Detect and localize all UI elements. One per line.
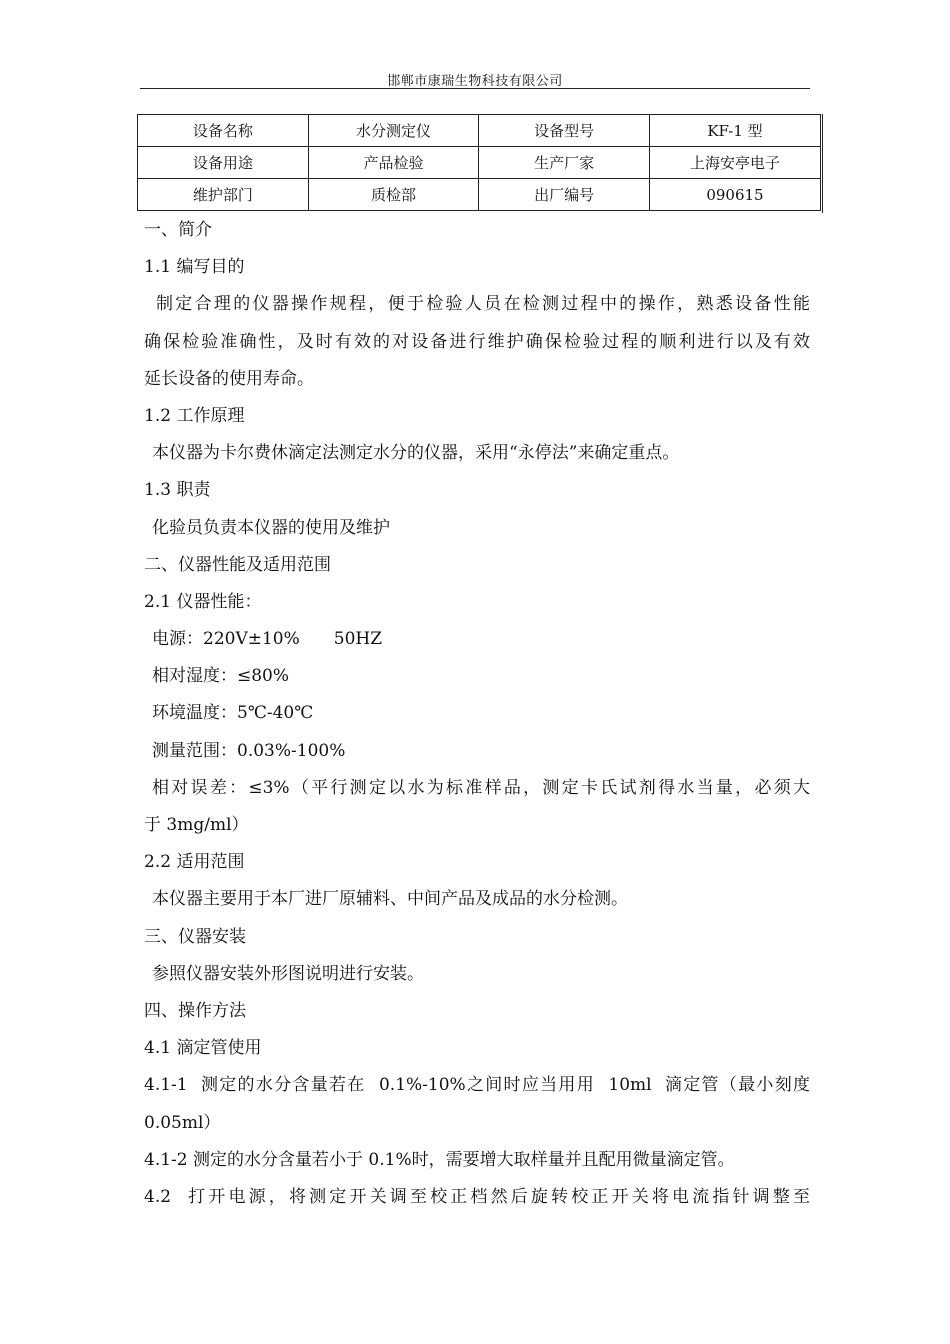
paragraph-line: 本仪器为卡尔费休滴定法测定水分的仪器，采用“永停法”来确定重点。 <box>152 443 680 464</box>
section-heading: 一、简介 <box>144 220 212 240</box>
table-cell: 090615 <box>649 179 820 211</box>
paragraph-line: 0.05ml） <box>144 1112 221 1133</box>
table-right-border <box>822 114 823 213</box>
spec-line-humidity: 相对湿度：≤80% <box>152 666 290 687</box>
paragraph-line: 确保检验准确性，及时有效的对设备进行维护确保检验过程的顺利进行以及有效 <box>144 331 810 352</box>
subsection-heading: 1.2 工作原理 <box>144 405 245 426</box>
table-cell: 生产厂家 <box>479 147 650 179</box>
table-cell: 设备型号 <box>479 115 650 147</box>
equipment-info-table <box>137 114 821 211</box>
spec-line-range: 测量范围：0.03%-100% <box>152 740 346 761</box>
table-row <box>138 179 821 211</box>
subsection-heading: 1.1 编写目的 <box>144 257 245 278</box>
spec-line-power: 电源：220V±10% 50HZ <box>152 629 383 650</box>
section-heading: 四、操作方法 <box>144 1000 246 1021</box>
table-cell: 质检部 <box>308 179 479 211</box>
section-heading: 三、仪器安装 <box>144 926 246 947</box>
paragraph-line: 延长设备的使用寿命。 <box>144 368 314 389</box>
paragraph-line: 4.1-2 测定的水分含量若小于 0.1%时，需要增大取样量并且配用微量滴定管。 <box>144 1149 735 1170</box>
spec-line-error: 相对误差：≤3%（平行测定以水为标准样品，测定卡氏试剂得水当量，必须大 <box>152 777 810 798</box>
table-cell: 水分测定仪 <box>308 115 479 147</box>
subsection-heading: 1.3 职责 <box>144 480 211 501</box>
spec-line-temperature: 环境温度：5℃-40℃ <box>152 703 314 724</box>
section-heading: 二、仪器性能及适用范围 <box>144 554 331 575</box>
table-row <box>138 115 821 147</box>
document-body <box>144 212 810 1216</box>
paragraph-line: 4.2 打开电源，将测定开关调至校正档然后旋转校正开关将电流指针调整至 <box>144 1186 810 1207</box>
header-rule <box>140 88 810 89</box>
table-cell: KF-1 型 <box>649 115 820 147</box>
table-cell: 设备用途 <box>138 147 309 179</box>
table-cell: 维护部门 <box>138 179 309 211</box>
paragraph-line: 化验员负责本仪器的使用及维护 <box>152 517 390 538</box>
paragraph-line: 制定合理的仪器操作规程，便于检验人员在检测过程中的操作，熟悉设备性能 <box>156 294 810 315</box>
spec-line-error-cont: 于 3mg/ml） <box>144 815 249 835</box>
paragraph-line: 4.1-1 测定的水分含量若在 0.1%-10%之间时应当用用 10ml 滴定管（最小刻度 <box>144 1075 810 1096</box>
table-cell: 上海安亭电子 <box>649 147 820 179</box>
table-cell: 产品检验 <box>308 147 479 179</box>
table-row <box>138 147 821 179</box>
table-cell: 出厂编号 <box>479 179 650 211</box>
paragraph-line: 本仪器主要用于本厂进厂原辅料、中间产品及成品的水分检测。 <box>152 889 628 910</box>
subsection-heading: 2.2 适用范围 <box>144 852 245 873</box>
subsection-heading: 4.1 滴定管使用 <box>144 1038 262 1059</box>
table-cell: 设备名称 <box>138 115 309 147</box>
page-header-company: 邯郸市康瑞生物科技有限公司 <box>387 74 563 89</box>
subsection-heading: 2.1 仪器性能： <box>144 591 262 612</box>
paragraph-line: 参照仪器安装外形图说明进行安装。 <box>152 963 424 984</box>
